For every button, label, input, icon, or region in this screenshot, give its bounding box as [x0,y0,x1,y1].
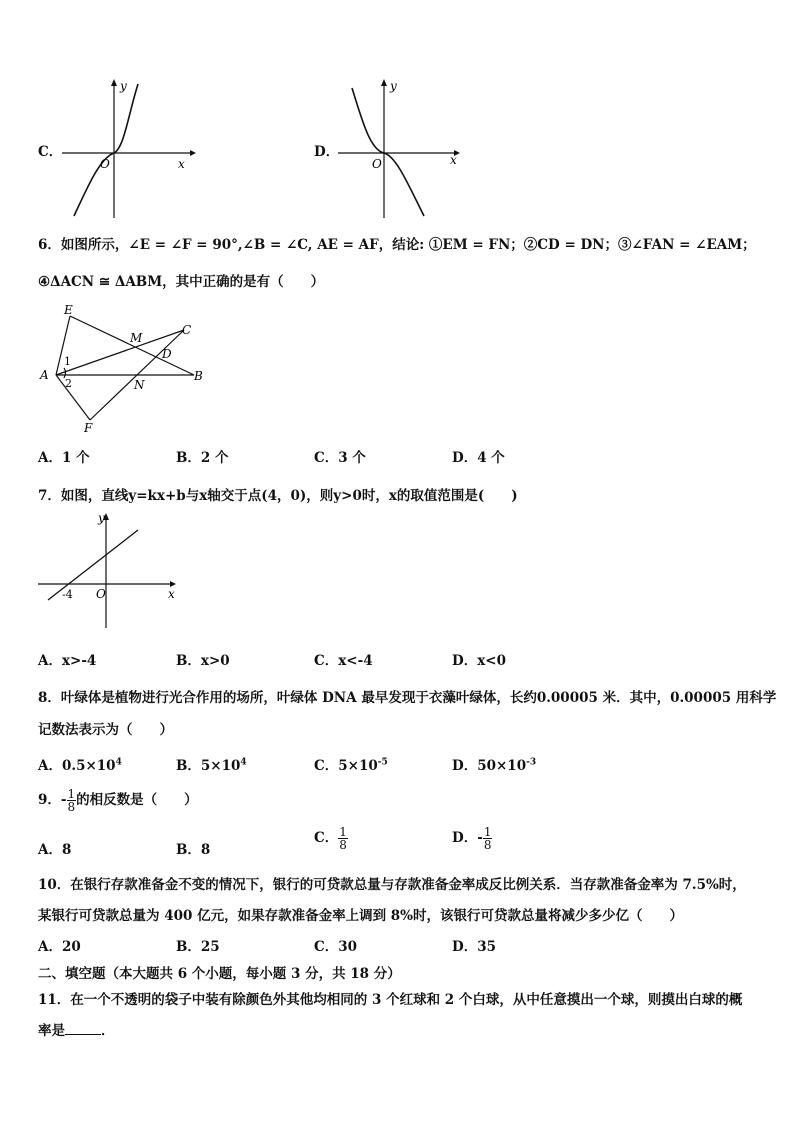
q9-option-c [314,826,348,851]
q8-option-a-exp: 4 [115,757,122,768]
q8-option-a [38,754,122,774]
q11-prefix: 率是 [38,1023,65,1039]
q11-stem-line2 [38,1019,115,1039]
q6-label-f: F [84,421,93,435]
q7-minus4-label: -4 [62,588,73,601]
q5-c-origin-label: O [100,157,110,171]
q6-label-2: 2 [65,377,72,390]
q8-option-d-base: D．50×10 [452,758,527,774]
q8-option-d [452,754,536,774]
q8-option-c-exp: -5 [377,757,388,768]
q8-option-d-exp: -3 [526,757,537,768]
q9-suffix: 的相反数是（ ） [76,792,198,808]
q6-label-a: A [40,368,49,382]
q6-label-n: N [134,378,145,392]
q5-c-x-label: x [178,157,185,171]
q6-label-b: B [194,369,203,383]
q7-option-c: C．x<-4 [314,653,373,669]
q8-option-c-base: C．5×10 [314,758,378,774]
q6-stem-line2: ④ΔACN ≅ ΔABM，其中正确的是有（ ） [38,274,325,290]
q9-fraction [67,788,77,813]
q9-prefix: 9．- [38,792,67,808]
section-heading-fill-in: 二、填空题（本大题共 6 个小题，每小题 3 分，共 18 分） [38,966,401,982]
q6-label-d: D [162,347,172,361]
q9-option-c-fraction [338,826,348,851]
q7-option-d: D．x<0 [452,653,506,669]
q9-frac-num: 1 [67,787,76,801]
q6-option-d: D．4 个 [452,450,505,466]
q5-option-c-label: C． [38,144,63,160]
q6-option-a: A．1 个 [38,450,90,466]
q10-option-d: D．35 [452,939,496,955]
q7-origin-label: O [96,587,106,601]
q11-suffix: ． [101,1023,115,1039]
q11-answer-blank[interactable] [65,1022,101,1035]
q6-label-e: E [64,303,73,317]
q6-option-b: B．2 个 [176,450,229,466]
q9-option-d [452,826,492,851]
q6-stem-line1: 6．如图所示，∠E = ∠F = 90°,∠B = ∠C, AE = AF，结论: ①EM = FN；②CD = DN；③∠FAN = ∠EAM； [38,237,756,253]
q6-label-m: M [130,331,143,345]
q8-option-b-exp: 4 [240,757,247,768]
q6-label-1: 1 [64,355,71,368]
q7-figure [34,508,184,636]
q10-option-b: B．25 [176,939,220,955]
q8-option-b [176,754,247,774]
q5-option-d-label: D． [314,144,340,160]
q9-option-b: B．8 [176,842,211,858]
q11-stem-line1: 11．在一个不透明的袋子中装有除颜色外其他均相同的 3 个红球和 2 个白球，从中任意摸出一个球，则摸出白球的概 [38,992,743,1008]
q9-option-d-label: D．- [452,830,483,846]
q9-frac-den: 8 [67,800,76,814]
q6-label-c: C [182,323,192,337]
q8-option-c [314,754,388,774]
q8-stem-line1: 8．叶绿体是植物进行光合作用的场所，叶绿体 DNA 最早发现于衣藻叶绿体，长约0.00005 米．其中，0.00005 用科学 [38,690,777,706]
q9-option-c-den: 8 [339,838,347,852]
q9-option-d-fraction [483,826,493,851]
q6-figure [34,298,214,436]
q5-d-origin-label: O [372,157,382,171]
q9-option-d-num: 1 [483,825,492,839]
q9-option-c-num: 1 [339,825,347,839]
q6-option-c: C．3 个 [314,450,366,466]
q5-c-y-label: y [120,79,127,93]
q7-option-b: B．x>0 [176,653,230,669]
q5-graph-c [58,76,198,221]
q5-graph-d [334,76,474,221]
q8-option-b-base: B．5×10 [176,758,241,774]
q9-stem [38,788,198,813]
q9-option-d-den: 8 [483,838,492,852]
q9-option-c-label: C． [314,830,339,846]
q10-option-a: A．20 [38,939,81,955]
q7-stem: 7．如图，直线y=kx+b与x轴交于点(4，0)，则y>0时，x的取值范围是( ) [38,488,518,504]
q9-option-a: A．8 [38,842,72,858]
q7-x-label: x [168,587,175,601]
q5-d-x-label: x [450,153,457,167]
q7-y-label: y [98,511,105,525]
q5-d-y-label: y [390,79,397,93]
q7-option-a: A．x>-4 [38,653,97,669]
q10-stem-line2: 某银行可贷款总量为 400 亿元，如果存款准备金率上调到 8%时，该银行可贷款总量将减少多少亿（ ） [38,908,683,924]
q8-option-a-base: A．0.5×10 [38,758,116,774]
q10-option-c: C．30 [314,939,358,955]
q10-stem-line1: 10．在银行存款准备金不变的情况下，银行的可贷款总量与存款准备金率成反比例关系．当存款准备金率为 7.5%时， [38,877,746,893]
q8-stem-line2: 记数法表示为（ ） [38,722,173,738]
